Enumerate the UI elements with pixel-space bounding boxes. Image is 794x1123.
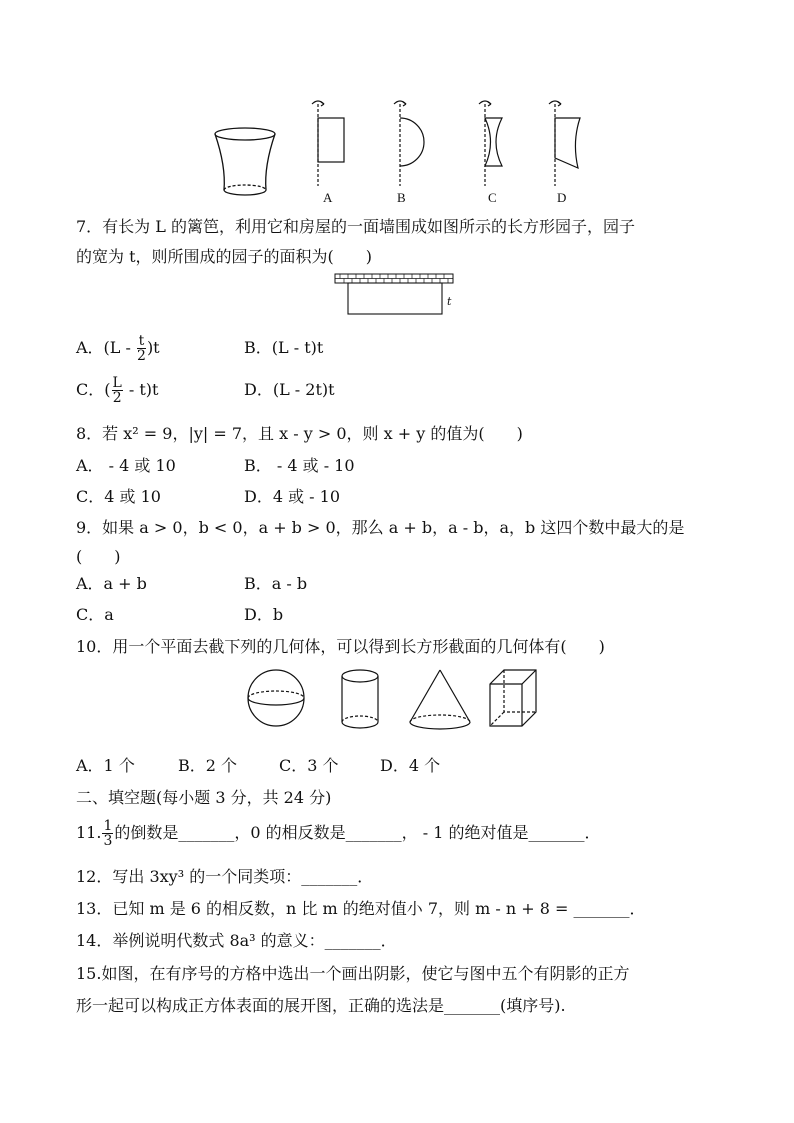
- shape-d: [549, 101, 580, 186]
- q9-line1: 9．如果 a > 0，b < 0，a + b > 0，那么 a + b，a - b，a，b 这四个数中最大的是: [76, 518, 685, 537]
- q11-line: 11. $\frac{1}{3}$ 的倒数是_______，0 的相反数是_______， - 1 的绝对值是_______．: [76, 818, 601, 849]
- cup-figure: [215, 128, 275, 195]
- garden-figure: [334, 272, 454, 318]
- q8-option-c: C．4 或 10: [76, 487, 161, 506]
- q7-option-b: B．(L - t)t: [244, 338, 324, 357]
- shape-c: [479, 101, 502, 186]
- section-2-title: 二、填空题(每小题 3 分，共 24 分): [76, 788, 332, 807]
- q9-option-b: B．a - b: [244, 574, 308, 593]
- q7-option-d: D．(L - 2t)t: [244, 380, 335, 399]
- q8-option-d: D．4 或 - 10: [244, 487, 341, 506]
- q9-option-d: D．b: [244, 605, 284, 624]
- q12-line: 12．写出 3xy³ 的一个同类项：_______．: [76, 867, 374, 886]
- q9-line2: ( ): [76, 547, 121, 566]
- q7-option-a: A．(L - $\frac{t}{2}$ )t: [76, 333, 160, 364]
- label-c: C: [488, 190, 497, 205]
- q15-line2: 形一起可以构成正方体表面的展开图，正确的选法是_______(填序号).: [76, 996, 566, 1015]
- garden-width-label: t: [447, 295, 452, 308]
- q8-stem: 8．若 x² = 9，|y| = 7，且 x - y > 0，则 x + y 的值为( ): [76, 424, 523, 443]
- q7-line1: 7．有长为 L 的篱笆，利用它和房屋的一面墙围成如图所示的长方形园子，园子: [76, 217, 635, 236]
- q9-option-a: A．a + b: [76, 574, 147, 593]
- label-d: D: [557, 190, 567, 205]
- q10-option-a: A．1 个: [76, 756, 135, 775]
- q8-option-a: A． - 4 或 10: [76, 456, 176, 475]
- q15-line1: 15.如图，在有序号的方格中选出一个画出阴影，使它与图中五个有阴影的正方: [76, 964, 630, 983]
- q9-option-c: C．a: [76, 605, 114, 624]
- q14-line: 14．举例说明代数式 8a³ 的意义：_______．: [76, 931, 397, 950]
- q10-stem: 10．用一个平面去截下列的几何体，可以得到长方形截面的几何体有( ): [76, 637, 605, 656]
- label-b: B: [397, 190, 406, 205]
- cylinder-icon: [342, 670, 378, 728]
- sphere-icon: [248, 670, 304, 726]
- q7-line2: 的宽为 t，则所围成的园子的面积为( ): [76, 247, 373, 266]
- shape-a: [312, 101, 344, 186]
- cone-icon: [410, 670, 470, 729]
- q10-option-b: B．2 个: [178, 756, 238, 775]
- q10-option-c: C．3 个: [279, 756, 339, 775]
- label-a: A: [323, 190, 333, 205]
- q7-option-c: C．( $\frac{L}{2}$ - t)t: [76, 375, 159, 406]
- shape-b: [394, 101, 424, 186]
- q8-option-b: B． - 4 或 - 10: [244, 456, 355, 475]
- solids-figure: [246, 664, 546, 734]
- q13-line: 13．已知 m 是 6 的相反数，n 比 m 的绝对值小 7，则 m - n + 8 = _______．: [76, 899, 646, 918]
- q10-option-d: D．4 个: [380, 756, 441, 775]
- prism-icon: [490, 670, 536, 726]
